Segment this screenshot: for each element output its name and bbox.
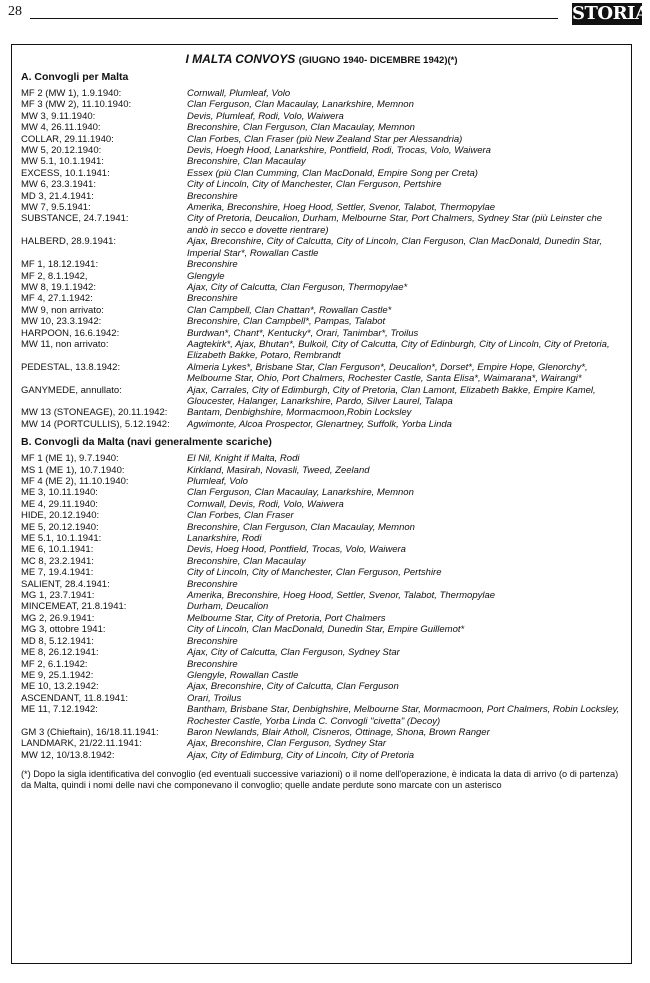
convoy-code: HIDE, 20.12.1940: (21, 510, 100, 522)
convoy-code: GM 3 (Chieftain), 16/18.11.1941: (21, 726, 159, 738)
convoy-row (21, 179, 622, 190)
convoy-ships: City of Pretoria, Deucalion, Durham, Melbourne Star, Port Chalmers, Sydney Star (più Leinster che andò in secco e dovette rientrare) (187, 213, 603, 236)
convoy-code: MW 5, 20.12.1940: (21, 145, 102, 157)
convoy-row (21, 385, 622, 408)
convoy-ships: Melbourne Star, City of Pretoria, Port Chalmers (187, 612, 386, 624)
convoy-row (21, 636, 622, 647)
convoy-ships: Devis, Plumleaf, Rodi, Volo, Waiwera (187, 110, 344, 122)
convoy-row (21, 282, 622, 293)
convoy-code: MD 8, 5.12.1941: (21, 635, 94, 647)
convoy-ships: Breconshire (187, 190, 238, 202)
convoy-row (21, 704, 622, 727)
convoy-code: MW 14 (PORTCULLIS), 5.12.1942: (21, 418, 170, 430)
convoy-row (21, 487, 622, 498)
convoy-code: ME 4, 29.11.1940: (21, 498, 98, 510)
convoy-ships: Ajax, City of Edimburg, City of Lincoln, City of Pretoria (187, 749, 415, 761)
convoy-ships: Durham, Deucalion (187, 601, 269, 613)
convoy-ships: Ajax, Breconshire, Clan Ferguson, Sydney Star (187, 738, 387, 750)
convoy-code: MG 3, ottobre 1941: (21, 624, 106, 636)
convoy-ships: Amerika, Breconshire, Hoeg Hood, Settler, Svenor, Talabot, Thermopylae (187, 202, 496, 214)
convoy-code: HALBERD, 28.9.1941: (21, 236, 117, 248)
convoy-row (21, 476, 622, 487)
convoy-ships: Cornwall, Devis, Rodi, Volo, Waiwera (187, 498, 344, 510)
convoy-row (21, 522, 622, 533)
section-b-list (21, 453, 622, 766)
convoy-code: MW 12, 10/13.8.1942: (21, 749, 115, 761)
convoy-ships: City of Lincoln, City of Manchester, Clan Ferguson, Pertshire (187, 179, 442, 191)
convoy-row (21, 168, 622, 179)
convoy-row (21, 88, 622, 99)
convoy-code: MW 5.1, 10.1.1941: (21, 156, 104, 168)
convoy-code: MC 8, 23.2.1941: (21, 555, 94, 567)
convoy-row (21, 624, 622, 635)
section-a-heading: A. Convogli per Malta (21, 71, 129, 83)
convoy-ships: Breconshire, Clan Macaulay (187, 156, 306, 168)
convoy-code: MG 2, 26.9.1941: (21, 612, 95, 624)
convoy-ships: Agwimonte, Alcoa Prospector, Glenartney, Suffolk, Yorba Linda (187, 418, 452, 430)
convoy-row (21, 453, 622, 464)
convoy-row (21, 670, 622, 681)
convoy-row (21, 99, 622, 110)
footnote: (*) Dopo la sigla identificativa del convoglio (ed eventuali successive variazioni) o il nome dell'operazione, è indicata la data di arrivo (o di partenza) da Malta, quindi i nomi delle navi che componevano il convoglio; quelle andate perdute sono marcate con un asterisco (21, 769, 619, 791)
convoy-code: MINCEMEAT, 21.8.1941: (21, 601, 127, 613)
convoy-row (21, 465, 622, 476)
convoy-ships: Amerika, Breconshire, Hoeg Hood, Settler, Svenor, Talabot, Thermopylae (187, 590, 496, 602)
magazine-logo: STORIA (572, 3, 649, 24)
convoy-code: SUBSTANCE, 24.7.1941: (21, 213, 129, 225)
convoy-row (21, 601, 622, 612)
convoy-row (21, 419, 622, 430)
convoy-ships: Ajax, Carrales, City of Edimburgh, City of Pretoria, Clan Lamont, Elizabeth Bakke, Empire Kamel, Gloucester, Halanger, Lanarkshire, Pardo, Silver Laurel, Talapa (187, 384, 596, 407)
section-b-heading: B. Convogli da Malta (navi generalmente scariche) (21, 436, 272, 449)
convoy-ships: Devis, Hoeg Hood, Pontfield, Trocas, Volo, Waiwera (187, 544, 406, 556)
convoy-code: MD 3, 21.4.1941: (21, 190, 94, 202)
convoy-row (21, 339, 622, 362)
convoy-code: MF 3 (MW 2), 11.10.1940: (21, 99, 132, 111)
convoy-row (21, 191, 622, 202)
convoy-code: ME 6, 10.1.1941: (21, 544, 94, 556)
convoy-ships: Ajax, Breconshire, City of Calcutta, City of Lincoln, Clan Ferguson, Clan MacDonald, Dunedin Star, Imperial Star*, Rowallan Castle (187, 236, 603, 259)
convoy-row (21, 328, 622, 339)
section-a-list (21, 88, 622, 435)
convoy-code: MW 4, 26.11.1940: (21, 122, 101, 134)
page-number: 28 (8, 4, 22, 19)
convoy-row (21, 213, 622, 236)
convoy-code: COLLAR, 29.11.1940: (21, 133, 114, 145)
convoy-ships: Clan Ferguson, Clan Macaulay, Lanarkshire, Memnon (187, 99, 414, 111)
convoy-ships: Clan Campbell, Clan Chattan*, Rowallan Castle* (187, 304, 392, 316)
convoy-code: MW 9, non arrivato: (21, 304, 104, 316)
convoy-ships: Breconshire (187, 658, 238, 670)
convoy-ships: Breconshire, Clan Macaulay (187, 555, 306, 567)
convoy-code: MW 13 (STONEAGE), 20.11.1942: (21, 407, 168, 419)
convoy-row (21, 202, 622, 213)
convoy-row (21, 145, 622, 156)
convoy-ships: Plumleaf, Volo (187, 476, 248, 487)
convoy-ships: City of Lincoln, City of Manchester, Clan Ferguson, Pertshire (187, 567, 442, 579)
convoy-code: ME 5.1, 10.1.1941: (21, 533, 102, 545)
convoy-row (21, 533, 622, 544)
convoy-code: ME 10, 13.2.1942: (21, 681, 99, 693)
convoy-row (21, 305, 622, 316)
convoy-code: LANDMARK, 21/22.11.1941: (21, 738, 142, 750)
convoy-row (21, 738, 622, 749)
convoy-code: SALIENT, 28.4.1941: (21, 578, 110, 590)
convoy-ships: Devis, Hoegh Hood, Lanarkshire, Pontfield, Rodi, Trocas, Volo, Waiwera (187, 145, 491, 157)
convoy-ships: Glengyle, Rowallan Castle (187, 669, 299, 681)
convoy-ships: Cornwall, Plumleaf, Volo (187, 88, 291, 99)
convoy-ships: Breconshire (187, 635, 238, 647)
convoy-code: MW 11, non arrivato: (21, 338, 109, 350)
header-rule (30, 18, 558, 19)
convoy-code: MF 4 (ME 2), 11.10.1940: (21, 476, 129, 487)
convoy-row (21, 293, 622, 304)
convoy-ships: Breconshire (187, 259, 238, 271)
convoy-row (21, 659, 622, 670)
convoy-row (21, 362, 622, 385)
convoy-code: EXCESS, 10.1.1941: (21, 167, 110, 179)
convoy-row (21, 727, 622, 738)
convoy-row (21, 156, 622, 167)
convoy-ships: Orari, Troilus (187, 692, 242, 704)
convoy-code: MW 6, 23.3.1941: (21, 179, 96, 191)
table-title (21, 52, 622, 66)
convoy-row (21, 681, 622, 692)
convoy-ships: Ajax, City of Calcutta, Clan Ferguson, Sydney Star (187, 647, 400, 659)
convoy-code: MW 10, 23.3.1942: (21, 316, 102, 328)
convoy-row (21, 499, 622, 510)
convoy-code: MF 1 (ME 1), 9.7.1940: (21, 453, 119, 465)
convoy-code: ME 8, 26.12.1941: (21, 647, 99, 659)
convoy-code: MF 2, 6.1.1942: (21, 658, 88, 670)
convoy-ships: Bantam, Denbighshire, Mormacmoon,Robin Locksley (187, 407, 412, 419)
convoy-ships: Kirkland, Masirah, Novasli, Tweed, Zeeland (187, 464, 370, 476)
convoy-row (21, 236, 622, 259)
convoy-ships: Burdwan*, Chant*, Kentucky*, Orari, Tanimbar*, Troilus (187, 327, 419, 339)
convoy-ships: Clan Ferguson, Clan Macaulay, Lanarkshire, Memnon (187, 487, 414, 499)
convoy-ships: Breconshire, Clan Campbell*, Pampas, Talabot (187, 316, 386, 328)
convoy-code: MF 1, 18.12.1941: (21, 259, 99, 271)
convoy-row (21, 750, 622, 761)
convoy-row (21, 407, 622, 418)
convoy-code: MF 2, 8.1.1942, (21, 270, 88, 282)
convoy-row (21, 647, 622, 658)
title-dates: (GIUGNO 1940- DICEMBRE 1942)(*) (298, 55, 458, 66)
convoy-row (21, 259, 622, 270)
convoy-ships: Bantham, Brisbane Star, Denbighshire, Melbourne Star, Mormacmoon, Port Chalmers, Robin Locksley, Rochester Castle, Yorba Linda C. Convogli "civetta" (Decoy) (187, 704, 620, 727)
convoy-code: ME 9, 25.1.1942: (21, 669, 94, 681)
convoy-code: MF 4, 27.1.1942: (21, 293, 93, 305)
convoy-ships: Breconshire (187, 293, 238, 305)
convoy-code: MS 1 (ME 1), 10.7.1940: (21, 464, 125, 476)
convoy-row (21, 271, 622, 282)
convoy-row (21, 544, 622, 555)
convoy-ships: Baron Newlands, Blair Atholl, Cisneros, Ottinage, Shona, Brown Ranger (187, 726, 490, 738)
convoy-row (21, 567, 622, 578)
convoy-code: MW 7, 9.5.1941: (21, 202, 91, 214)
convoy-code: ME 11, 7.12.1942: (21, 704, 98, 716)
convoy-row (21, 316, 622, 327)
convoy-code: ME 3, 10.11.1940: (21, 487, 98, 499)
convoy-code: PEDESTAL, 13.8.1942: (21, 361, 121, 373)
convoy-ships: El Nil, Knight if Malta, Rodi (187, 453, 300, 465)
convoy-row (21, 613, 622, 624)
convoy-row (21, 122, 622, 133)
convoy-table-box (11, 44, 632, 964)
convoy-code: ME 7, 19.4.1941: (21, 567, 94, 579)
convoy-code: MF 2 (MW 1), 1.9.1940: (21, 88, 122, 99)
convoy-row (21, 111, 622, 122)
convoy-ships: Almeria Lykes*, Brisbane Star, Clan Ferguson*, Deucalion*, Dorset*, Empire Hope, Glenorchy*, Melbourne Star, Ohio, Port Chalmers, Rochester Castle, Santa Elisa*, Waimarana*, Wairangi* (187, 361, 588, 385)
convoy-ships: Breconshire (187, 578, 238, 590)
convoy-code: MW 3, 9.11.1940: (21, 110, 96, 122)
convoy-ships: Essex (più Clan Cumming, Clan MacDonald, Empire Song per Creta) (187, 167, 478, 179)
convoy-ships: Aagtekirk*, Ajax, Bhutan*, Bulkoil, City of Calcutta, City of Edinburgh, City of Lincoln, City of Pretoria, Elizabeth Bakke, Potaro, Rembrandt (187, 338, 610, 362)
convoy-row (21, 134, 622, 145)
convoy-code: MG 1, 23.7.1941: (21, 590, 95, 602)
convoy-ships: Clan Forbes, Clan Fraser (187, 510, 294, 522)
convoy-code: GANYMEDE, annullato: (21, 384, 122, 396)
convoy-code: ASCENDANT, 11.8.1941: (21, 692, 129, 704)
convoy-row (21, 579, 622, 590)
convoy-ships: Glengyle (187, 270, 225, 282)
convoy-row (21, 590, 622, 601)
convoy-code: HARPOON, 16.6.1942: (21, 327, 120, 339)
convoy-ships: Clan Forbes, Clan Fraser (più New Zealand Star per Alessandria) (187, 133, 463, 145)
convoy-row (21, 510, 622, 521)
convoy-ships: Ajax, Breconshire, City of Calcutta, Clan Ferguson (187, 681, 399, 693)
convoy-ships: Breconshire, Clan Ferguson, Clan Macaulay, Memnon (187, 521, 415, 533)
convoy-ships: Breconshire, Clan Ferguson, Clan Macaulay, Memnon (187, 122, 415, 134)
convoy-row (21, 556, 622, 567)
convoy-ships: Lanarkshire, Rodi (187, 533, 262, 545)
convoy-code: MW 8, 19.1.1942: (21, 281, 96, 293)
convoy-ships: Ajax, City of Calcutta, Clan Ferguson, Thermopylae* (187, 281, 408, 293)
convoy-code: ME 5, 20.12.1940: (21, 521, 99, 533)
title-main: I MALTA CONVOYS (185, 52, 296, 66)
convoy-ships: City of Lincoln, Clan MacDonald, Dunedin Star, Empire Guillemot* (187, 624, 465, 636)
convoy-row (21, 693, 622, 704)
